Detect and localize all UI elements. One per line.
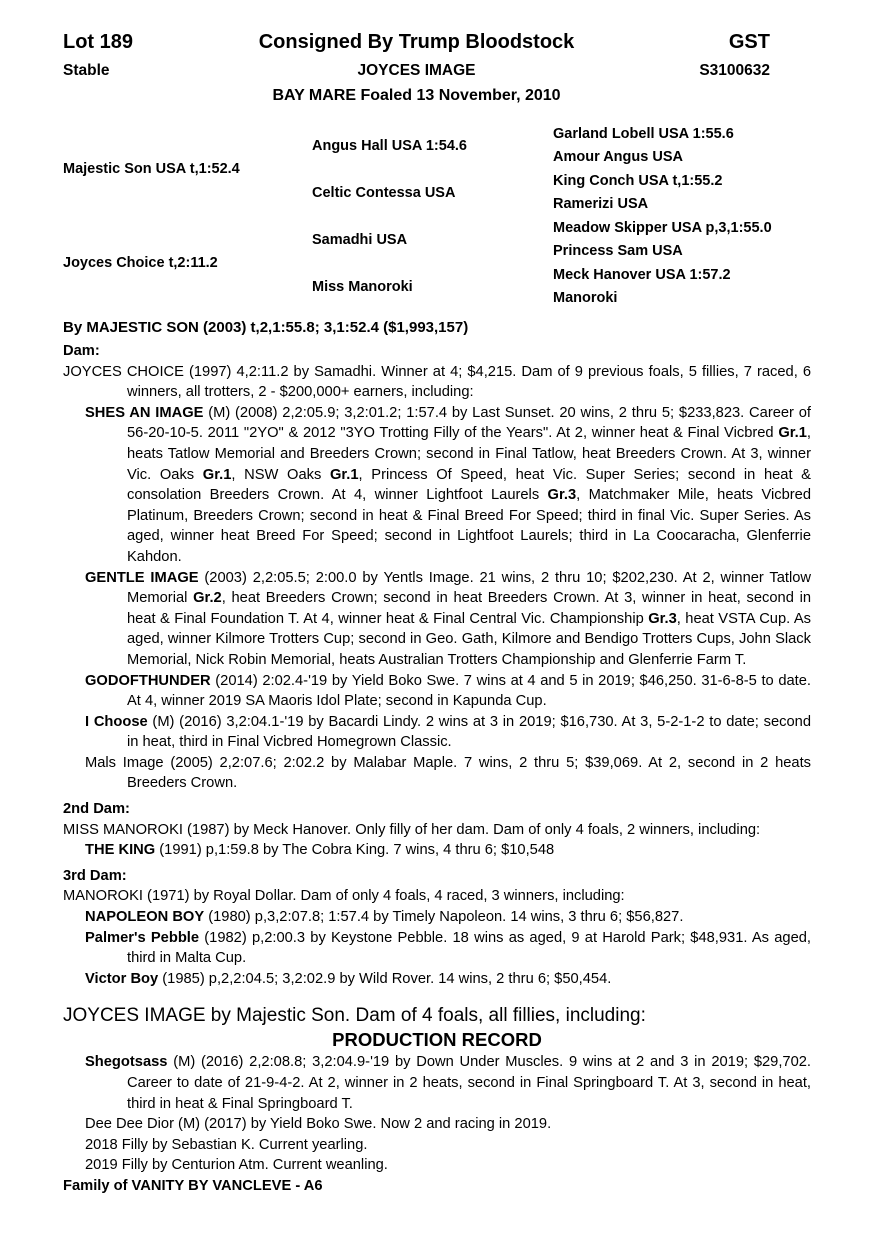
text-segment: (1985) p,2,2:04.5; 3,2:02.9 by Wild Rover. 14 wins, 2 thru 6; $50,454. — [158, 970, 612, 987]
registration-code: S3100632 — [699, 62, 770, 79]
bold-text: Gr.2 — [193, 590, 222, 607]
text-segment: JOYCES CHOICE (1997) 4,2:11.2 by Samadhi. Winner at 4; $4,215. Dam of 9 previous foals, 5 fillies, 7 raced, 6 winners, all trotters, 2 - $200,000+ earners, including: — [63, 363, 811, 401]
text-segment: (2014) 2:02.4-'19 by Yield Boko Swe. 7 wins at 4 and 5 in 2019; $46,250. 31-6-8-5 to date. At 4, winner 2019 SA Maoris Idol Plate; second in Kapunda Cup. — [127, 672, 811, 710]
miss-manoroki-entry — [63, 820, 811, 841]
manoroki-entry — [63, 886, 811, 907]
bold-text: GENTLE IMAGE — [85, 569, 199, 586]
bold-text: Gr.3 — [648, 610, 677, 627]
pedigree-generation-2 — [312, 122, 553, 310]
family-line: Family of VANITY BY VANCLEVE - A6 — [63, 1177, 323, 1194]
bold-text: SHES AN IMAGE — [85, 404, 204, 421]
pedigree-gen3-entry: Meck Hanover USA 1:57.2 — [553, 266, 731, 283]
text-segment: (1980) p,3,2:07.8; 1:57.4 by Timely Napoleon. 14 wins, 3 thru 6; $56,827. — [204, 909, 684, 926]
pedigree-table — [63, 122, 813, 310]
the-king-entry — [63, 840, 811, 861]
pedigree-gen1-entry: Joyces Choice t,2:11.2 — [63, 255, 218, 271]
bold-text: Gr.3 — [547, 487, 577, 504]
lot-number: Lot 189 — [63, 31, 134, 53]
pedigree-generation-3 — [553, 122, 813, 310]
text-segment: , NSW Oaks — [231, 466, 330, 483]
production-record-title: PRODUCTION RECORD — [332, 1029, 542, 1051]
text-segment: , Princess Of Speed, heat Vic. Super Series; second in heat & consolation Breeders Crown. At 4, winner Lightfoot Laurels — [127, 466, 811, 504]
text-segment: MANOROKI (1971) by Royal Dollar. Dam of only 4 foals, 4 raced, 3 winners, including: — [63, 888, 625, 905]
pedigree-gen2-entry: Miss Manoroki — [312, 278, 413, 295]
palmers-pebble-entry — [63, 928, 811, 969]
shes-an-image-entry — [63, 403, 811, 568]
bold-text: GODOFTHUNDER — [85, 672, 211, 689]
text-segment: (1991) p,1:59.8 by The Cobra King. 7 wins, 4 thru 6; $10,548 — [155, 842, 555, 859]
gentle-image-entry — [63, 568, 811, 671]
text-segment: MISS MANOROKI (1987) by Meck Hanover. Only filly of her dam. Dam of only 4 foals, 2 winners, including: — [63, 821, 761, 838]
foaling-line: BAY MARE Foaled 13 November, 2010 — [272, 87, 561, 104]
text-segment: (M) (2016) 3,2:04.1-'19 by Bacardi Lindy. 2 wins at 3 in 2019; $16,730. At 3, 5-2-1-2 to date; second in heat, third in Final Vicbred Homegrown Classic. — [127, 713, 811, 751]
bold-text: Palmer's Pebble — [85, 929, 200, 946]
joyces-choice-entry — [63, 362, 811, 403]
pedigree-gen2-entry: Celtic Contessa USA — [312, 184, 456, 201]
header-row-2 — [63, 62, 770, 84]
bold-text: I Choose — [85, 713, 148, 730]
pedigree-generation-1 — [63, 122, 312, 310]
pedigree-gen2-entry: Angus Hall USA 1:54.6 — [312, 137, 467, 154]
horse-name: JOYCES IMAGE — [357, 62, 476, 79]
mals-image-entry — [63, 753, 811, 794]
bold-text: NAPOLEON BOY — [85, 909, 205, 926]
dam-heading: Dam: — [63, 343, 100, 359]
bold-text: THE KING — [85, 842, 156, 859]
bold-text: Shegotsass — [85, 1054, 168, 1071]
second-dam-heading: 2nd Dam: — [63, 801, 130, 818]
third-dam-heading: 3rd Dam: — [63, 867, 127, 884]
pedigree-gen3-entry: Manoroki — [553, 290, 618, 307]
bold-text: Gr.1 — [329, 466, 359, 483]
production-intro: JOYCES IMAGE by Majestic Son. Dam of 4 foals, all fillies, including: — [63, 1005, 646, 1027]
text-segment: , heat VSTA Cup. As aged, winner Kilmore Trotters Cup; second in Geo. Gath, Kilmore and Bendigo Trotters Cups, John Slack Memorial, Nick Robin Memorial, heats Australian Trotters Championship and Glenferrie Farm T. — [127, 610, 811, 668]
pedigree-gen3-entry: Garland Lobell USA 1:55.6 — [553, 125, 734, 142]
text-segment: , heats Tatlow Memorial and Breeders Crown; second in Final Tatlow, heat Breeders Crown. At 3, winner Vic. Oaks — [127, 425, 811, 483]
text-segment: (2003) 2,2:05.5; 2:00.0 by Yentls Image. 21 wins, 2 thru 10; $202,230. At 2, winner Tatlow Memorial — [127, 569, 811, 607]
pedigree-gen3-entry: Amour Angus USA — [553, 149, 683, 166]
filly-2018-entry — [63, 1135, 811, 1156]
pedigree-gen3-entry: Princess Sam USA — [553, 243, 683, 260]
text-segment: (1982) p,2:00.3 by Keystone Pebble. 18 wins as aged, 9 at Harold Park; $48,931. As aged, third in Malta Cup. — [127, 929, 812, 967]
bold-text: Victor Boy — [85, 970, 159, 987]
pedigree-gen3-entry: King Conch USA t,1:55.2 — [553, 172, 723, 189]
pedigree-gen3-entry: Meadow Skipper USA p,3,1:55.0 — [553, 219, 772, 236]
shegotsass-entry — [63, 1052, 811, 1114]
sire-summary-line: By MAJESTIC SON (2003) t,2,1:55.8; 3,1:52.4 ($1,993,157) — [63, 319, 469, 336]
bold-text: Gr.1 — [202, 466, 232, 483]
text-segment: , heat Breeders Crown; second in heat Breeders Crown. At 3, winner in heat, second in heat & Final Foundation T. At 4, winner heat & Final Central Vic. Championship — [127, 590, 812, 627]
page-header — [0, 0, 877, 109]
filly-2019-entry — [63, 1155, 811, 1176]
text-segment: 2019 Filly by Centurion Atm. Current weanling. — [85, 1157, 388, 1174]
dee-dee-dior-entry — [63, 1114, 811, 1135]
text-segment: 2018 Filly by Sebastian K. Current yearling. — [85, 1136, 368, 1153]
napoleon-boy-entry — [63, 907, 811, 928]
bold-text: Gr.1 — [778, 425, 807, 442]
victor-boy-entry — [63, 969, 811, 990]
header-row-1 — [63, 31, 770, 58]
i-choose-entry — [63, 712, 811, 753]
stable-label: Stable — [63, 62, 110, 79]
text-segment: (M) (2016) 2,2:08.8; 3,2:04.9-'19 by Down Under Muscles. 9 wins at 2 and 3 in 2019; $29,702. Career to date of 21-9-4-2. At 2, winner in 2 heats, second in Final Springboard T. At 3, second in heat, third in heat & Final Springboard T. — [127, 1054, 811, 1112]
text-segment: Dee Dee Dior (M) (2017) by Yield Boko Swe. Now 2 and racing in 2019. — [85, 1116, 552, 1133]
text-segment: (M) (2008) 2,2:05.9; 3,2:01.2; 1:57.4 by Last Sunset. 20 wins, 2 thru 5; $233,823. Career of 56-20-10-5. 2011 "2YO" & 2012 "3YO Trotting Filly of the Years". At 2, winner heat & Final Vicbred — [127, 404, 811, 442]
pedigree-gen1-entry: Majestic Son USA t,1:52.4 — [63, 161, 240, 177]
consignor-title: Consigned By Trump Bloodstock — [258, 31, 575, 53]
pedigree-gen2-entry: Samadhi USA — [312, 231, 408, 248]
pedigree-gen3-entry: Ramerizi USA — [553, 196, 649, 213]
gst-label: GST — [728, 31, 770, 53]
pedigree-body-text — [63, 341, 811, 1197]
godofthunder-entry — [63, 671, 811, 712]
text-segment: Mals Image (2005) 2,2:07.6; 2:02.2 by Malabar Maple. 7 wins, 2 thru 5; $39,069. At 2, second in 2 heats Breeders Crown. — [85, 754, 811, 792]
text-segment: , Matchmaker Mile, heats Vicbred Platinum, Breeders Crown; second in heat & Final Breed For Speed; third in final Vic. Super Series. As aged, winner heat Breed For Speed; second in Lightfoot Laurels; third in La Coocaracha, Glenferrie Kahdon. — [127, 487, 812, 565]
